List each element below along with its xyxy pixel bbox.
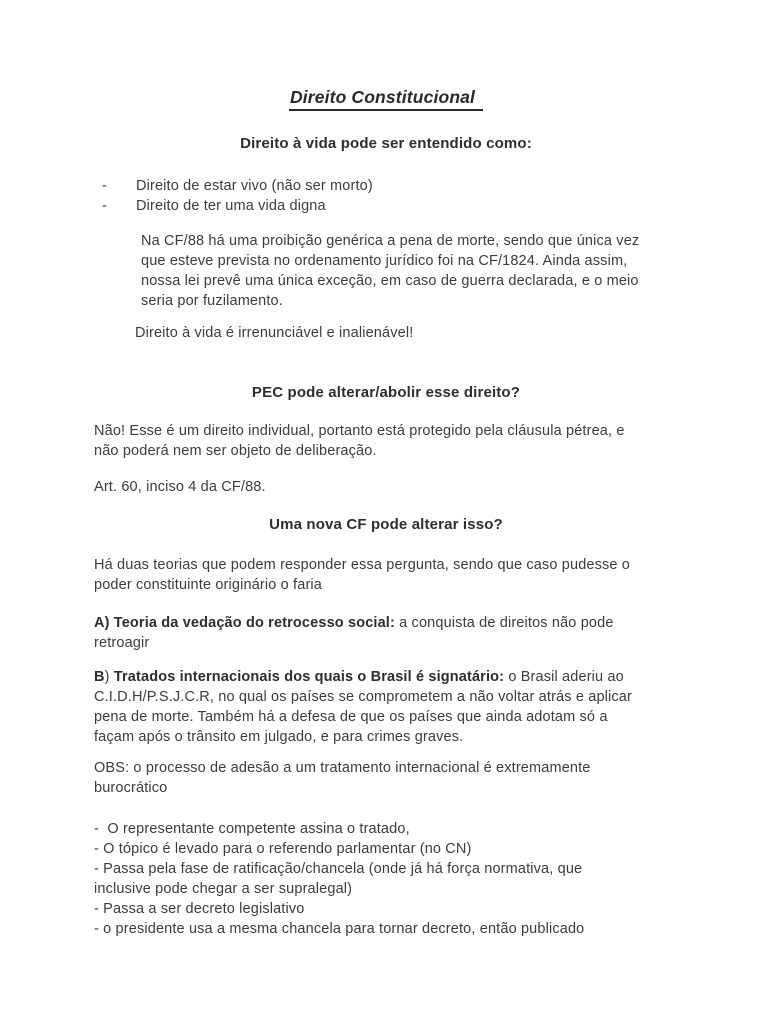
paragraph-art60 [94, 477, 678, 497]
paragraph-line: C.I.D.H/P.S.J.C.R, no qual os países se comprometem a não voltar atrás e aplicar [94, 689, 632, 705]
document-title-wrap [94, 86, 678, 111]
paragraph-line [94, 613, 678, 633]
paragraph-line: Na CF/88 há uma proibição genérica a pena de morte, sendo que única vez [141, 233, 640, 249]
paragraph-line: Há duas teorias que podem responder essa pergunta, sendo que caso pudesse o [94, 557, 631, 573]
teoria-b-letter: B [94, 669, 105, 685]
list-item-text: Direito de estar vivo (não ser morto) [136, 178, 373, 194]
dash-bullet: - [102, 178, 107, 194]
teoria-b-bold-label: Tratados internacionais dos quais o Brasil é signatário: [113, 669, 505, 685]
paragraph-line: pena de morte. Também há a defesa de que os países que ainda adotam só a [94, 709, 608, 725]
paragraph-line: burocrático [94, 780, 168, 796]
list-item: - Passa pela fase de ratificação/chancela (onde já há força normativa, que [94, 861, 583, 877]
paragraph-line: poder constituinte originário o faria [94, 577, 323, 593]
heading-pec: PEC pode alterar/abolir esse direito? [251, 384, 521, 401]
list-item: - Passa a ser decreto legislativo [94, 901, 305, 917]
paragraph-line [94, 667, 678, 687]
list-item: - o presidente usa a mesma chancela para tornar decreto, então publicado [94, 921, 585, 937]
list-item-continuation: inclusive pode chegar a ser supralegal) [94, 881, 353, 897]
list-item-text: Direito de ter uma vida digna [136, 198, 326, 214]
paragraph-cf88 [141, 231, 678, 311]
paragraph-line: façam após o trânsito em julgado, e para crimes graves. [94, 729, 464, 745]
paragraph-teoria-a [94, 613, 678, 653]
teoria-b-rest: o Brasil aderiu ao [504, 669, 624, 685]
paragraph-line: OBS: o processo de adesão a um tratamento internacional é extremamente [94, 760, 591, 776]
paragraph-obs [94, 758, 678, 798]
list-item [102, 196, 678, 216]
list-item [102, 176, 678, 196]
paragraph-line: Direito à vida é irrenunciável e inalienável! [135, 325, 414, 341]
paragraph-line: seria por fuzilamento. [141, 293, 283, 309]
paragraph-line: que esteve prevista no ordenamento jurídico foi na CF/1824. Ainda assim, [141, 253, 628, 269]
list-item: - O representante competente assina o tratado, [94, 821, 410, 837]
heading-direito-a-vida: Direito à vida pode ser entendido como: [240, 135, 532, 152]
teoria-b-paren: ) [104, 669, 114, 685]
paragraph-line: nossa lei prevê uma única exceção, em caso de guerra declarada, e o meio [141, 273, 639, 289]
list-item: - O tópico é levado para o referendo parlamentar (no CN) [94, 841, 472, 857]
paragraph-teorias [94, 555, 678, 595]
paragraph-line: retroagir [94, 635, 150, 651]
note-irrenunciavel [135, 323, 678, 343]
paragraph-line: Não! Esse é um direito individual, portanto está protegido pela cláusula pétrea, e [94, 423, 625, 439]
teoria-a-rest: a conquista de direitos não pode [394, 615, 614, 631]
document-title: Direito Constitucional [289, 86, 483, 111]
heading-nova-cf: Uma nova CF pode alterar isso? [269, 516, 503, 533]
paragraph-teoria-b [94, 667, 678, 747]
paragraph-nao [94, 421, 678, 461]
paragraph-line: Art. 60, inciso 4 da CF/88. [94, 479, 266, 495]
dash-bullet: - [102, 198, 107, 214]
process-steps-list [94, 819, 678, 939]
teoria-a-bold-label: A) Teoria da vedação do retrocesso social: [94, 615, 395, 631]
paragraph-line: não poderá nem ser objeto de deliberação. [94, 443, 377, 459]
bullet-list [94, 176, 678, 216]
